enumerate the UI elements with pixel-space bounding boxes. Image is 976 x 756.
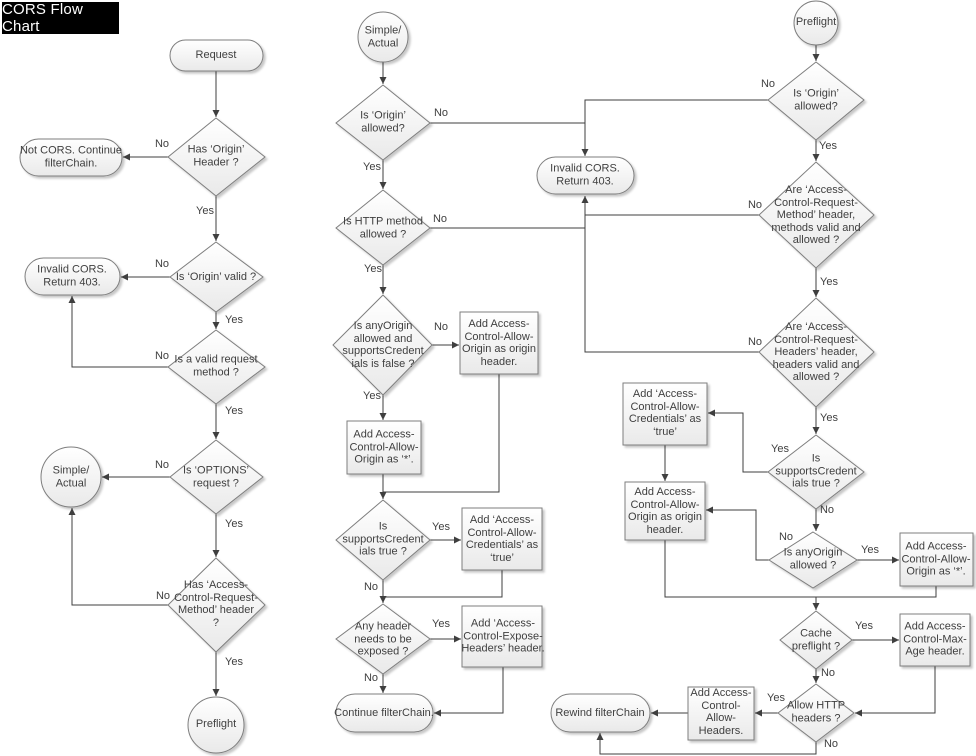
edge-label-yes: Yes (363, 160, 381, 173)
edge-hasacrm-no (72, 508, 171, 605)
label-is-options-request: Is ‘OPTIONS’ request ? (182, 464, 250, 489)
edge-label-yes: Yes (225, 517, 243, 530)
edge-label-yes: Yes (364, 262, 382, 275)
edge-label-no: No (155, 589, 171, 602)
process-add-max-age (900, 614, 970, 666)
edge-label-yes: Yes (363, 389, 381, 402)
decision-is-options-request (170, 440, 263, 514)
edge-label-no: No (154, 349, 170, 362)
label-add-acao-origin-2: Add Access- Control-Allow- Origin as origin header. (462, 318, 536, 368)
edge-label-yes: Yes (861, 543, 879, 556)
terminal-request (170, 40, 263, 71)
edge-label-no: No (760, 77, 776, 90)
label-invalid-cors-mid: Invalid CORS. Return 403. (550, 162, 620, 187)
edge-label-no: No (823, 737, 839, 750)
edge-supportscred3-yes (708, 413, 768, 472)
connector-simple-actual-2 (358, 12, 408, 62)
terminal-invalid-cors-1 (25, 258, 120, 295)
decision-anyorigin-credfalse (333, 295, 432, 395)
process-add-acao-star-3 (900, 533, 973, 586)
decision-cache-preflight (780, 611, 852, 669)
label-allow-http-headers: Allow HTTP headers ? (786, 699, 846, 724)
process-add-acao-origin-3 (625, 482, 705, 540)
label-anyorigin-credfalse: Is anyOrigin allowed and supportsCredent ials is false ? (342, 320, 424, 370)
label-simple-actual-2: Simple/ Actual (364, 24, 402, 49)
terminal-rewind-filterchain (551, 694, 650, 732)
label-add-acao-star-3: Add Access- Control-Allow- Origin as ‘*’. (901, 540, 971, 578)
label-add-aceh: Add ‘Access- Control-Expose- Headers’ header. (461, 617, 545, 655)
label-simple-actual-1: Simple/ Actual (52, 464, 90, 489)
process-add-acao-star-2 (347, 421, 421, 474)
label-anyorigin-allowed-3: Is anyOrigin allowed ? (783, 546, 843, 571)
label-request: Request (195, 48, 237, 61)
decision-supports-credentials-2 (336, 500, 430, 580)
edge-label-no: No (363, 580, 379, 593)
label-valid-request-method: Is a valid request method ? (174, 353, 258, 378)
connector-preflight-2 (794, 1, 838, 45)
label-origin-allowed-3: Is ‘Origin’ allowed? (793, 87, 839, 112)
label-add-acac-true-3: Add ‘Access- Control-Allow- Credentials’ as ‘true’ (628, 388, 702, 438)
edge-label-no: No (747, 335, 763, 348)
process-add-acac-true-3 (623, 383, 707, 445)
edge-label-no: No (433, 320, 449, 333)
label-supports-credentials-2: Is supportsCredent ials true ? (342, 520, 424, 558)
label-origin-allowed-2: Is ‘Origin’ allowed? (360, 109, 406, 134)
edge-label-yes: Yes (771, 442, 789, 455)
decision-anyorigin-allowed-3 (769, 532, 857, 588)
process-add-acah (688, 687, 754, 740)
edge-exposebox-to-continue (434, 667, 503, 713)
label-rewind-filterchain: Rewind filterChain (555, 706, 645, 719)
edge-label-no: No (747, 198, 763, 211)
decision-acrh-valid (759, 298, 874, 407)
decision-origin-allowed-3 (768, 62, 864, 140)
edge-label-yes: Yes (820, 275, 838, 288)
edge-label-yes: Yes (225, 404, 243, 417)
decision-supports-credentials-3 (768, 435, 864, 509)
connector-simple-actual-1 (41, 447, 101, 507)
label-is-origin-valid: Is ‘Origin’ valid ? (175, 270, 257, 283)
label-has-origin-header: Has ‘Origin’ Header ? (187, 143, 245, 168)
edge-label-yes: Yes (820, 411, 838, 424)
label-any-header-exposed: Any header needs to be exposed ? (354, 620, 412, 658)
edge-label-yes: Yes (855, 619, 873, 632)
label-not-cors: Not CORS. Continue filterChain. (19, 144, 123, 169)
decision-has-acrm-header (168, 558, 265, 652)
process-add-acao-origin-2 (460, 312, 538, 374)
decision-acrm-valid (759, 162, 874, 268)
edge-label-yes: Yes (225, 313, 243, 326)
label-has-acrm-header: Has ‘Access- Control-Request- Method’ header ? (174, 579, 258, 629)
label-add-acah: Add Access- Control- Allow- Headers. (690, 687, 752, 737)
edge-label-no: No (154, 257, 170, 270)
edge-label-yes: Yes (225, 655, 243, 668)
edge-label-no: No (154, 137, 170, 150)
label-add-max-age: Add Access- Control-Max- Age header. (903, 620, 967, 658)
edge-label-yes: Yes (196, 204, 214, 217)
terminal-not-cors (20, 139, 122, 176)
edge-label-yes: Yes (819, 139, 837, 152)
edge-label-no: No (154, 458, 170, 471)
chart-title: CORS Flow Chart (2, 2, 119, 34)
decision-origin-allowed-2 (336, 85, 430, 160)
label-acrm-valid: Are ‘Access- Control-Request- Method’ header, methods valid and allowed ? (771, 183, 861, 246)
edge-acrh-no (585, 196, 759, 352)
decision-valid-request-method (168, 330, 265, 404)
edge-label-no: No (432, 212, 448, 225)
edge-label-yes: Yes (767, 691, 785, 704)
label-preflight-2: Preflight (795, 15, 837, 28)
label-cache-preflight: Cache preflight ? (791, 627, 841, 652)
label-acrh-valid: Are ‘Access- Control-Request- Headers’ header, headers valid and allowed ? (772, 320, 860, 383)
label-add-acac-true-2: Add ‘Access- Control-Allow- Credentials’ as ‘true’ (465, 514, 539, 564)
edge-label-no: No (778, 530, 794, 543)
decision-http-method-allowed (336, 190, 430, 265)
edge-credbox-merge (383, 570, 502, 597)
label-add-acao-origin-3: Add Access- Control-Allow- Origin as origin header. (628, 486, 702, 536)
edge-label-no: No (820, 666, 836, 679)
decision-any-header-exposed (336, 604, 430, 674)
decision-allow-http-headers (778, 684, 854, 742)
edge-validmethod-no (72, 296, 168, 367)
terminal-invalid-cors-mid (537, 157, 634, 194)
edge-label-no: No (363, 671, 379, 684)
decision-has-origin-header (168, 118, 265, 196)
edge-label-no: No (819, 503, 835, 516)
label-supports-credentials-3: Is supportsCredent ials true ? (775, 452, 857, 490)
process-add-acac-true-2 (462, 508, 542, 570)
process-add-aceh (461, 606, 545, 667)
label-add-acao-star-2: Add Access- Control-Allow- Origin as ‘*’. (349, 428, 419, 466)
edge-label-yes: Yes (432, 520, 450, 533)
edge-anyorigin3-no (706, 510, 769, 560)
decision-is-origin-valid (170, 242, 263, 312)
edge-label-yes: Yes (432, 617, 450, 630)
terminal-continue-filterchain (336, 694, 433, 732)
connector-preflight-1 (188, 697, 244, 753)
label-http-method-allowed: Is HTTP method allowed ? (343, 215, 423, 240)
edge-originallowed3-no (585, 100, 768, 156)
label-preflight-1: Preflight (195, 717, 237, 730)
edge-label-no: No (433, 106, 449, 119)
flowchart-shapes (20, 1, 973, 753)
label-continue-filterchain: Continue filterChain. (334, 706, 434, 719)
label-invalid-cors-1: Invalid CORS. Return 403. (37, 263, 107, 288)
edge-maxage-to-allowhttp (855, 666, 935, 713)
